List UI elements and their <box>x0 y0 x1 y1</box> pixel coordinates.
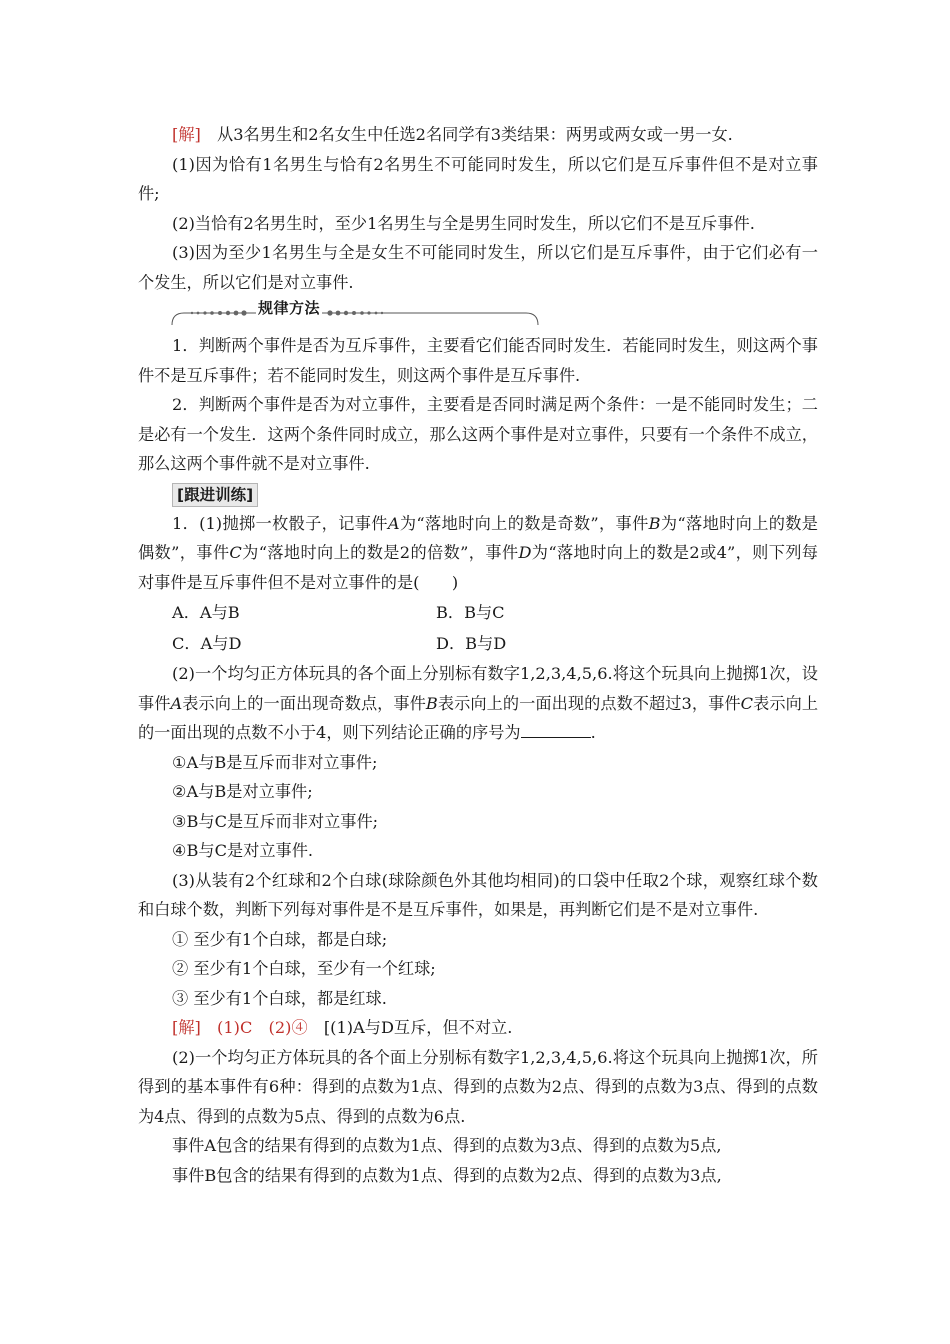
solution-intro-text: 从3名男生和2名女生中任选2名同学有3类结果：两男或两女或一男一女. <box>217 125 733 144</box>
solution-2-answers: (1)C (2)④ <box>217 1018 308 1037</box>
options-row-2 <box>138 628 818 659</box>
q2-text-a: (2)一个均匀正方体玩具的各个面上分别标有数字1,2,3,4,5,6.将这个玩具向上抛掷1次，设事件 <box>138 664 818 713</box>
options-row-1 <box>138 597 818 628</box>
answer-blank <box>521 720 591 738</box>
event-pair-2: ② 至少有1个白球，至少有一个红球; <box>172 959 436 978</box>
method-label: 规律方法 <box>258 299 321 317</box>
question-3: (3)从装有2个红球和2个白球(球除颜色外其他均相同)的口袋中任取2个球，观察红球个数和白球个数，判断下列每对事件是不是互斥事件，如果是，再判断它们是不是对立事件. <box>138 870 818 919</box>
method-banner-line-icon <box>170 299 540 329</box>
solution-part-1: (1)因为恰有1名男生与恰有2名男生不可能同时发生，所以它们是互斥事件但不是对立事件; <box>138 154 818 203</box>
solution-2-tag: [解] <box>172 1018 201 1037</box>
solution-2-part-1: [(1)A与D互斥，但不对立. <box>323 1018 513 1037</box>
q1-text-d: 为“落地时向上的数是2的倍数”，事件 <box>241 543 519 562</box>
q1-text-c: 为“落地时向上的数是偶数”，事件 <box>138 513 818 562</box>
event-pair-3: ③ 至少有1个白球，都是红球. <box>172 988 387 1008</box>
option-b: B．B与C <box>436 603 505 622</box>
statement-4: ④B与C是对立事件. <box>172 841 314 860</box>
question-2: (2)一个均匀正方体玩具的各个面上分别标有数字1,2,3,4,5,6.将这个玩具向上抛掷1次，设事件A表示向上的一面出现奇数点，事件B表示向上的一面出现的点数不超过3，事件C表示向上的一面出现的点数不小于4，则下列结论正确的序号为 . <box>138 664 819 742</box>
q1-text-b: 为“落地时向上的数是奇数”，事件 <box>399 513 649 533</box>
method-banner <box>138 297 818 331</box>
practice-header-row <box>138 483 818 507</box>
option-c: C．A与D <box>172 634 242 653</box>
q1-text-e: 为“落地时向上的数是2或4”，则下列每对事件是互斥事件但不是对立事件的是( ) <box>138 543 818 592</box>
solution-tag: [解] <box>172 125 201 144</box>
practice-header: [跟进训练] <box>172 483 258 507</box>
content <box>138 120 818 1190</box>
event-pair-1: ① 至少有1个白球，都是白球; <box>172 929 388 949</box>
statement-2: ②A与B是对立事件; <box>172 782 313 801</box>
solution-part-3: (3)因为至少1名男生与全是女生不可能同时发生，所以它们是互斥事件，由于它们必有一个发生，所以它们是对立事件. <box>138 243 818 292</box>
option-a: A．A与B <box>172 603 240 622</box>
method-item-1: 1．判断两个事件是否为互斥事件，主要看它们能否同时发生．若能同时发生，则这两个事件不是互斥事件；若不能同时发生，则这两个事件是互斥事件. <box>138 336 818 385</box>
statement-1: ①A与B是互斥而非对立事件; <box>172 752 378 772</box>
solution-2-part-3: 事件A包含的结果有得到的点数为1点、得到的点数为3点、得到的点数为5点, <box>172 1136 722 1155</box>
solution-2-part-2: (2)一个均匀正方体玩具的各个面上分别标有数字1,2,3,4,5,6.将这个玩具向上抛掷1次，所得到的基本事件有6种：得到的点数为1点、得到的点数为2点、得到的点数为3点、得到的点数为4点、得到的点数为5点、得到的点数为6点. <box>138 1047 818 1126</box>
solution-intro <box>138 120 818 150</box>
solution-2-line-1 <box>138 1013 818 1043</box>
q2-text-c: 表示向上的一面出现的点数不超过3，事件 <box>437 693 741 713</box>
statement-3: ③B与C是互斥而非对立事件; <box>172 811 379 831</box>
solution-part-2: (2)当恰有2名男生时，至少1名男生与全是男生同时发生，所以它们不是互斥事件. <box>172 213 755 233</box>
method-item-2: 2．判断两个事件是否为对立事件，主要看是否同时满足两个条件：一是不能同时发生；二是必有一个发生．这两个条件同时成立，那么这两个事件是对立事件，只要有一个条件不成立，那么这两个事件就不是对立事件. <box>138 395 818 473</box>
solution-2-part-4: 事件B包含的结果有得到的点数为1点、得到的点数为2点、得到的点数为3点, <box>172 1165 722 1185</box>
q1-text-a: 1．(1)抛掷一枚骰子，记事件 <box>172 513 388 533</box>
q2-text-b: 表示向上的一面出现奇数点，事件 <box>182 693 426 713</box>
option-d: D．B与D <box>436 634 507 653</box>
q2-text-d: 表示向上的一面出现的点数不小于4，则下列结论正确的序号为 <box>138 693 819 742</box>
question-1: 1．(1)抛掷一枚骰子，记事件A为“落地时向上的数是奇数”，事件B为“落地时向上的数是偶数”，事件C为“落地时向上的数是2的倍数”，事件D为“落地时向上的数是2或4”，则下列每对事件是互斥事件但不是对立事件的是( ) <box>138 513 818 592</box>
